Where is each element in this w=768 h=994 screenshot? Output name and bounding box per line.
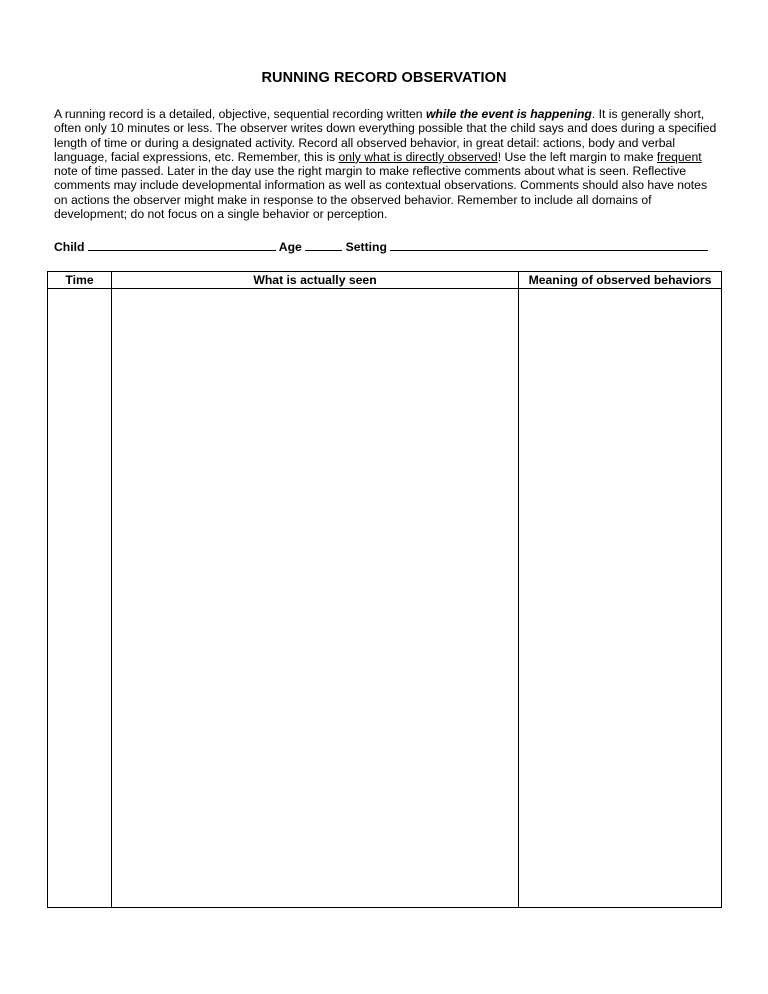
time-column bbox=[48, 272, 111, 907]
intro-text-4: note of time passed. Later in the day use the right margin to make reflective comments about what is seen. Reflective comments may include developmental information as well as contextual observations. Comments should also have notes on actions the observer might make in response to the observed behavior. Remember to include all domains of development; do not focus on a single behavior or perception. bbox=[54, 164, 708, 222]
meaning-column bbox=[518, 272, 721, 907]
intro-emphasis: while the event is happening bbox=[425, 107, 592, 121]
intro-underline-observed: only what is directly observed bbox=[338, 149, 498, 164]
meaning-column-body[interactable] bbox=[519, 289, 721, 907]
seen-column-header: What is actually seen bbox=[112, 272, 518, 289]
meaning-column-header: Meaning of observed behaviors bbox=[519, 272, 721, 289]
intro-underline-frequent: frequent bbox=[656, 149, 702, 164]
intro-text-3: ! Use the left margin to make bbox=[497, 149, 657, 164]
age-label: Age bbox=[278, 240, 302, 254]
observation-table bbox=[47, 271, 722, 908]
setting-label: Setting bbox=[345, 240, 387, 254]
setting-field[interactable] bbox=[390, 239, 708, 251]
child-label: Child bbox=[54, 240, 85, 254]
seen-column bbox=[111, 272, 518, 907]
info-line bbox=[54, 239, 734, 254]
time-column-header: Time bbox=[48, 272, 111, 289]
time-column-body[interactable] bbox=[48, 289, 111, 907]
child-field[interactable] bbox=[88, 239, 276, 251]
seen-column-body[interactable] bbox=[112, 289, 518, 907]
intro-paragraph bbox=[54, 107, 718, 221]
intro-text-1: A running record is a detailed, objective, sequential recording written bbox=[54, 107, 426, 121]
age-field[interactable] bbox=[305, 239, 342, 251]
page-title: RUNNING RECORD OBSERVATION bbox=[261, 70, 507, 86]
intro-text-2: . It is generally short, often only 10 minutes or less. The observer writes down everything possible that the child says and does during a specified length of time or during a designated activity. Record all observed behavior, in great detail: actions, body and verbal language, facial expressions, etc. Remember, this is bbox=[54, 107, 717, 164]
